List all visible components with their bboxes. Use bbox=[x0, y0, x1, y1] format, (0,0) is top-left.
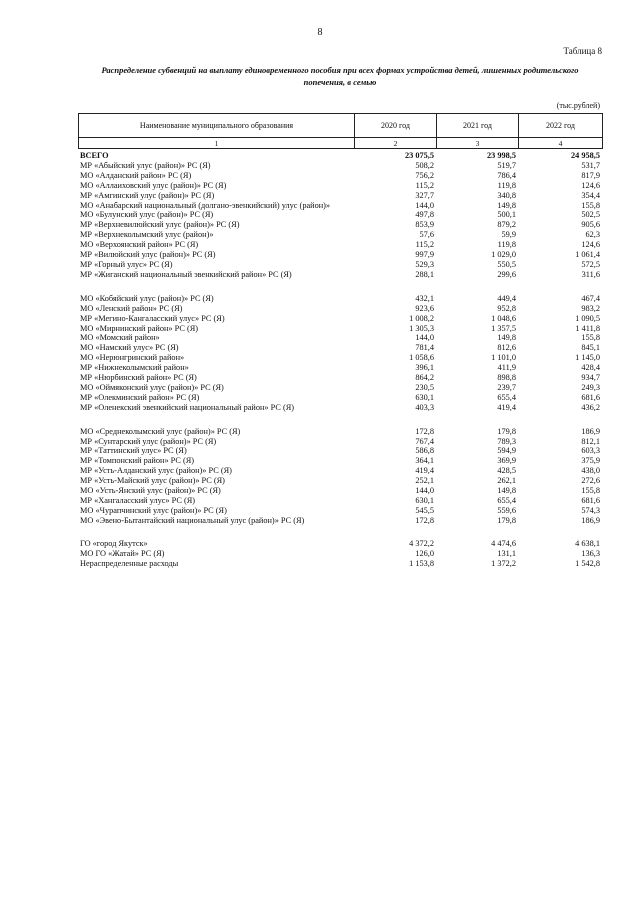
row-name: МО «Анабарский национальный (долгано-эвенкийский) улус (район)» bbox=[80, 200, 331, 210]
value-2022: 62,3 bbox=[585, 230, 600, 240]
value-2020: 997,9 bbox=[415, 250, 434, 260]
value-2021: 655,4 bbox=[497, 392, 516, 402]
value-2021: 149,8 bbox=[497, 200, 516, 210]
value-2022: 124,6 bbox=[581, 180, 600, 190]
value-2021: 299,6 bbox=[497, 269, 516, 279]
value-2021: 149,8 bbox=[497, 486, 516, 496]
value-2020: 432,1 bbox=[415, 293, 434, 303]
units-label: (тыс.рублей) bbox=[556, 101, 600, 110]
value-2020: 756,2 bbox=[415, 170, 434, 180]
value-2020: 1 008,2 bbox=[409, 313, 434, 323]
value-2021: 179,8 bbox=[497, 515, 516, 525]
row-name: МО «Чурапчинский улус (район)» РС (Я) bbox=[80, 505, 227, 515]
value-2021: 262,1 bbox=[497, 476, 516, 486]
row-name: МР «Вилюйский улус (район)» РС (Я) bbox=[80, 250, 216, 260]
row-name: МР «Верхневилюйский улус (район)» РС (Я) bbox=[80, 220, 240, 230]
value-2022: 983,2 bbox=[581, 303, 600, 313]
value-2022: 603,3 bbox=[581, 446, 600, 456]
table-row bbox=[78, 210, 602, 220]
row-name: МР «Олекминский район» РС (Я) bbox=[80, 392, 200, 402]
value-2020: 57,6 bbox=[419, 230, 434, 240]
row-name: ГО «город Якутск» bbox=[80, 538, 148, 548]
row-name: МО «Усть-Янский улус (район)» РС (Я) bbox=[80, 486, 221, 496]
value-2021: 786,4 bbox=[497, 170, 516, 180]
value-2022: 155,8 bbox=[581, 333, 600, 343]
table-row bbox=[78, 373, 602, 383]
value-2021: 812,6 bbox=[497, 343, 516, 353]
value-2021: 179,8 bbox=[497, 426, 516, 436]
value-2020: 144,0 bbox=[415, 486, 434, 496]
value-2022: 438,0 bbox=[581, 466, 600, 476]
table-row bbox=[78, 363, 602, 373]
value-2021: 789,3 bbox=[497, 436, 516, 446]
value-2021: 419,4 bbox=[497, 402, 516, 412]
total-row bbox=[78, 151, 602, 161]
value-2020: 403,3 bbox=[415, 402, 434, 412]
row-name: МО «Кобяйский улус (район)» РС (Я) bbox=[80, 293, 214, 303]
value-2020: 630,1 bbox=[415, 496, 434, 505]
value-2021: 428,5 bbox=[497, 466, 516, 476]
value-2020: 230,5 bbox=[415, 382, 434, 392]
table-row bbox=[78, 456, 602, 466]
value-2021: 449,4 bbox=[497, 293, 516, 303]
value-2022: 845,1 bbox=[581, 343, 600, 353]
row-name: МР «Абыйский улус (район)» РС (Я) bbox=[80, 160, 211, 170]
value-2022: 817,9 bbox=[581, 170, 600, 180]
row-name: МО «Намский улус» РС (Я) bbox=[80, 343, 179, 353]
value-2022: 155,8 bbox=[581, 200, 600, 210]
value-2020: 529,3 bbox=[415, 259, 434, 269]
table-row bbox=[78, 353, 602, 363]
value-2021: 594,9 bbox=[497, 446, 516, 456]
value-2022: 1 542,8 bbox=[575, 558, 600, 568]
value-2021: 500,1 bbox=[497, 210, 516, 220]
value-2022: 311,6 bbox=[581, 269, 600, 279]
row-name: МО «Булунский улус (район)» РС (Я) bbox=[80, 210, 214, 220]
row-name: МР «Усть-Алданский улус (район)» РС (Я) bbox=[80, 466, 232, 476]
value-2020: 1 058,6 bbox=[409, 353, 434, 363]
value-2021: 655,4 bbox=[497, 496, 516, 505]
row-name: МО «Мирнинский район» РС (Я) bbox=[80, 323, 199, 333]
table-row bbox=[78, 549, 602, 559]
value-2022: 4 638,1 bbox=[575, 538, 600, 548]
value-2022: 1 061,4 bbox=[575, 250, 600, 260]
header-2022: 2022 год bbox=[519, 114, 603, 138]
row-name: МО «Момский район» bbox=[80, 333, 160, 343]
value-2021: 1 372,2 bbox=[491, 558, 516, 568]
table-row bbox=[78, 220, 602, 230]
value-2022: 272,6 bbox=[581, 476, 600, 486]
value-2021: 519,7 bbox=[497, 160, 516, 170]
table-row bbox=[78, 393, 602, 403]
value-2022: 24 958,5 bbox=[570, 151, 600, 160]
row-name: Нераспределенные расходы bbox=[80, 558, 179, 568]
value-2021: 131,1 bbox=[497, 548, 516, 558]
value-2021: 559,6 bbox=[497, 505, 516, 515]
row-name: МО «Нерюнгринский район» bbox=[80, 353, 185, 363]
document-title: Распределение субвенций на выплату единовременного пособия при всех формах устройства детей, лишенных родительского попечения, в семью bbox=[101, 65, 579, 87]
table-row bbox=[78, 270, 602, 280]
value-2022: 1 090,5 bbox=[575, 313, 600, 323]
row-name: МР «Таттинский улус» РС (Я) bbox=[80, 446, 187, 456]
table-row bbox=[78, 230, 602, 240]
value-2021: 23 998,5 bbox=[486, 151, 516, 160]
table-row bbox=[78, 171, 602, 181]
group-spacer bbox=[78, 526, 602, 539]
value-2021: 239,7 bbox=[497, 382, 516, 392]
value-2020: 23 075,5 bbox=[404, 151, 434, 160]
value-2020: 586,8 bbox=[415, 446, 434, 456]
value-2021: 119,8 bbox=[497, 180, 516, 190]
value-2021: 369,9 bbox=[497, 456, 516, 466]
table-row bbox=[78, 250, 602, 260]
table-row bbox=[78, 333, 602, 343]
value-2021: 898,8 bbox=[497, 373, 516, 383]
row-name: МР «Верхнеколымский улус (район)» bbox=[80, 230, 214, 240]
column-number-3: 3 bbox=[437, 138, 519, 149]
page-number: 8 bbox=[317, 27, 323, 38]
table-row bbox=[78, 191, 602, 201]
value-2020: 144,0 bbox=[415, 200, 434, 210]
table-label: Таблица 8 bbox=[563, 46, 602, 56]
value-2022: 681,6 bbox=[581, 496, 600, 505]
value-2021: 340,8 bbox=[497, 190, 516, 200]
value-2021: 411,9 bbox=[497, 363, 516, 373]
column-number-1: 1 bbox=[79, 138, 355, 149]
table-row bbox=[78, 446, 602, 456]
group-3 bbox=[78, 427, 602, 526]
value-2022: 186,9 bbox=[581, 515, 600, 525]
value-2020: 115,2 bbox=[415, 180, 434, 190]
value-2021: 59,9 bbox=[501, 230, 516, 240]
value-2022: 574,3 bbox=[581, 505, 600, 515]
value-2020: 4 372,2 bbox=[409, 538, 434, 548]
value-2020: 327,7 bbox=[415, 190, 434, 200]
column-number-4: 4 bbox=[519, 138, 603, 149]
table-row bbox=[78, 240, 602, 250]
table-row bbox=[78, 201, 602, 211]
row-name: МР «Сунтарский улус (район)» РС (Я) bbox=[80, 436, 217, 446]
value-2022: 124,6 bbox=[581, 240, 600, 250]
row-name: МР «Усть-Майский улус (район)» РС (Я) bbox=[80, 476, 225, 486]
value-2022: 436,2 bbox=[581, 402, 600, 412]
value-2021: 1 048,6 bbox=[491, 313, 516, 323]
value-2022: 934,7 bbox=[581, 373, 600, 383]
value-2022: 502,5 bbox=[581, 210, 600, 220]
table-row bbox=[78, 437, 602, 447]
row-name: МР «Мегино-Кангаласский улус» РС (Я) bbox=[80, 313, 225, 323]
value-2022: 354,4 bbox=[581, 190, 600, 200]
value-2022: 1 411,8 bbox=[575, 323, 600, 333]
table-body bbox=[78, 151, 602, 568]
value-2022: 155,8 bbox=[581, 486, 600, 496]
value-2022: 249,3 bbox=[581, 382, 600, 392]
group-spacer bbox=[78, 280, 602, 294]
value-2022: 428,4 bbox=[581, 363, 600, 373]
value-2020: 115,2 bbox=[415, 240, 434, 250]
value-2022: 186,9 bbox=[581, 426, 600, 436]
table-row bbox=[78, 506, 602, 516]
row-name: МО «Аллаиховский улус (район)» РС (Я) bbox=[80, 180, 227, 190]
value-2020: 144,0 bbox=[415, 333, 434, 343]
value-2020: 853,9 bbox=[415, 220, 434, 230]
table-row bbox=[78, 516, 602, 526]
group-2 bbox=[78, 294, 602, 413]
value-2022: 467,4 bbox=[581, 293, 600, 303]
value-2020: 508,2 bbox=[415, 160, 434, 170]
value-2020: 497,8 bbox=[415, 210, 434, 220]
value-2021: 149,8 bbox=[497, 333, 516, 343]
header-2021: 2021 год bbox=[437, 114, 519, 138]
value-2021: 119,8 bbox=[497, 240, 516, 250]
row-name: МР «Горный улус» РС (Я) bbox=[80, 259, 173, 269]
value-2020: 252,1 bbox=[415, 476, 434, 486]
row-name: МР «Оленекский эвенкийский национальный район» РС (Я) bbox=[80, 402, 295, 412]
value-2021: 1 029,0 bbox=[491, 250, 516, 260]
row-name: МО «Алданский район» РС (Я) bbox=[80, 170, 192, 180]
table-header bbox=[78, 113, 603, 149]
value-2020: 126,0 bbox=[415, 548, 434, 558]
table-row bbox=[78, 476, 602, 486]
value-2020: 396,1 bbox=[415, 363, 434, 373]
value-2020: 288,1 bbox=[415, 269, 434, 279]
table-row bbox=[78, 294, 602, 304]
value-2022: 812,1 bbox=[581, 436, 600, 446]
row-name: МО «Оймяконский улус (район)» РС (Я) bbox=[80, 382, 224, 392]
table-row bbox=[78, 539, 602, 549]
value-2020: 630,1 bbox=[415, 392, 434, 402]
value-2021: 4 474,6 bbox=[491, 538, 516, 548]
table-row bbox=[78, 383, 602, 393]
value-2020: 1 153,8 bbox=[409, 558, 434, 568]
value-2022: 136,3 bbox=[581, 548, 600, 558]
table-row bbox=[78, 181, 602, 191]
table-row bbox=[78, 486, 602, 496]
value-2022: 572,5 bbox=[581, 259, 600, 269]
row-name: МО «Эвено-Бытантайский национальный улус (район)» РС (Я) bbox=[80, 515, 305, 525]
table-row bbox=[78, 343, 602, 353]
value-2021: 952,8 bbox=[497, 303, 516, 313]
table-row bbox=[78, 427, 602, 437]
table-row bbox=[78, 559, 602, 569]
value-2020: 172,8 bbox=[415, 426, 434, 436]
row-name: МР «Хангаласский улус» РС (Я) bbox=[80, 496, 196, 505]
group-4 bbox=[78, 539, 602, 569]
table-row bbox=[78, 260, 602, 270]
value-2021: 550,5 bbox=[497, 259, 516, 269]
row-name: МР «Амгинский улус (район)» РС (Я) bbox=[80, 190, 215, 200]
table-row bbox=[78, 324, 602, 334]
value-2020: 767,4 bbox=[415, 436, 434, 446]
row-name: МО «Ленский район» РС (Я) bbox=[80, 303, 183, 313]
value-2022: 905,6 bbox=[581, 220, 600, 230]
value-2020: 1 305,3 bbox=[409, 323, 434, 333]
group-1 bbox=[78, 161, 602, 280]
value-2021: 1 101,0 bbox=[491, 353, 516, 363]
value-2022: 375,9 bbox=[581, 456, 600, 466]
header-name: Наименование муниципального образования bbox=[79, 114, 355, 138]
value-2020: 364,1 bbox=[415, 456, 434, 466]
column-number-2: 2 bbox=[355, 138, 437, 149]
value-2022: 681,6 bbox=[581, 392, 600, 402]
value-2021: 1 357,5 bbox=[491, 323, 516, 333]
table-row bbox=[78, 161, 602, 171]
group-spacer bbox=[78, 413, 602, 427]
row-name: ВСЕГО bbox=[80, 151, 109, 160]
table-row bbox=[78, 403, 602, 413]
value-2020: 781,4 bbox=[415, 343, 434, 353]
table-row bbox=[78, 304, 602, 314]
value-2022: 1 145,0 bbox=[575, 353, 600, 363]
value-2020: 419,4 bbox=[415, 466, 434, 476]
header-2020: 2020 год bbox=[355, 114, 437, 138]
table-row bbox=[78, 496, 602, 506]
row-name: МО ГО «Жатай» РС (Я) bbox=[80, 548, 165, 558]
value-2022: 531,7 bbox=[581, 160, 600, 170]
row-name: МР «Нюрбинский район» РС (Я) bbox=[80, 373, 197, 383]
row-name: МР «Жиганский национальный эвенкийский район» РС (Я) bbox=[80, 269, 292, 279]
value-2021: 879,2 bbox=[497, 220, 516, 230]
row-name: МО «Верхоянский район» РС (Я) bbox=[80, 240, 199, 250]
value-2020: 864,2 bbox=[415, 373, 434, 383]
value-2020: 172,8 bbox=[415, 515, 434, 525]
table-row bbox=[78, 466, 602, 476]
row-name: МР «Нижнеколымский район» bbox=[80, 363, 189, 373]
value-2020: 923,6 bbox=[415, 303, 434, 313]
table-row bbox=[78, 314, 602, 324]
row-name: МО «Среднеколымский улус (район)» РС (Я) bbox=[80, 426, 241, 436]
row-name: МР «Томпонский район» РС (Я) bbox=[80, 456, 195, 466]
value-2020: 545,5 bbox=[415, 505, 434, 515]
